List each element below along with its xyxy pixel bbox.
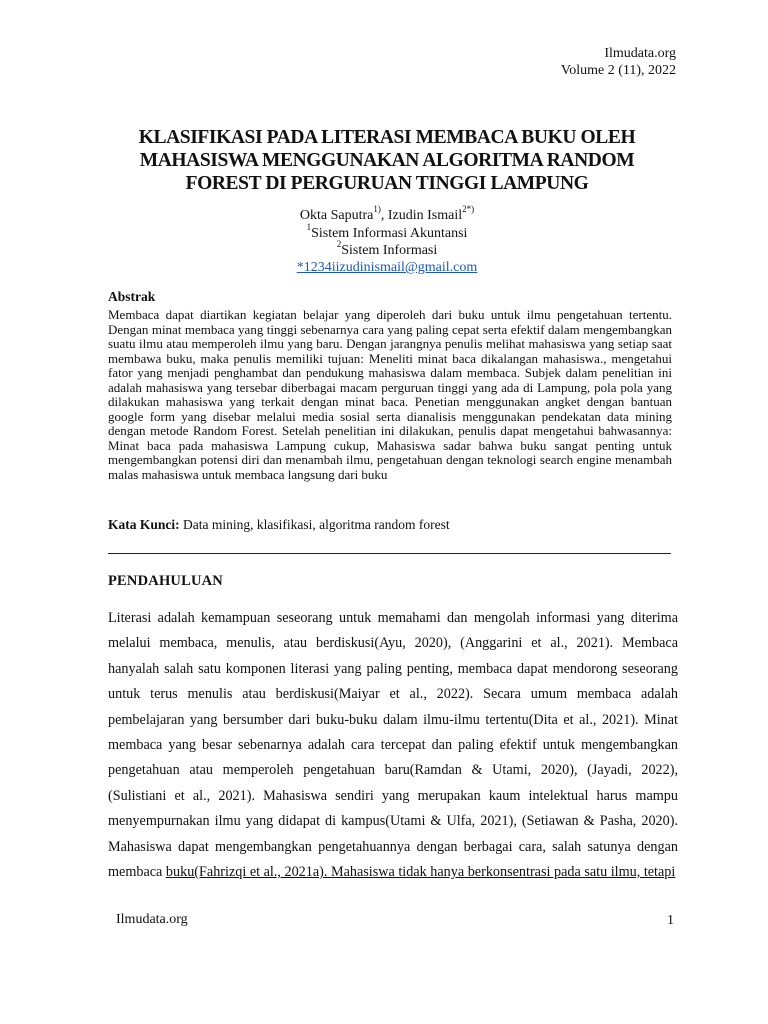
author-1: Okta Saputra — [299, 208, 374, 223]
page-number: 1 — [667, 913, 674, 928]
author-email-link[interactable]: *1234iizudinismail@gmail.com — [296, 260, 478, 275]
author-1-affiliation-mark: 1) — [373, 204, 381, 215]
keywords — [108, 517, 450, 533]
section-divider — [108, 553, 671, 554]
affiliation-1-text: Sistem Informasi Akuntansi — [311, 226, 468, 241]
abstract-heading: Abstrak — [108, 289, 156, 304]
section-body-underlined-text: buku(Fahrizqi et al., 2021a). Mahasiswa tidak hanya berkonsentrasi pada satu ilmu, tetapi — [165, 864, 676, 881]
email-line — [80, 259, 694, 277]
affiliation-1 — [80, 222, 694, 243]
journal-volume: Volume 2 (11), 2022 — [560, 63, 676, 78]
section-heading: PENDAHULUAN — [108, 573, 223, 589]
author-2-affiliation-mark: 2*) — [462, 204, 475, 215]
author-2: Izudin Ismail — [387, 208, 463, 223]
title-line-1: KLASIFIKASI PADA LITERASI MEMBACA BUKU OLEH — [138, 127, 636, 148]
affiliation-2-text: Sistem Informasi — [341, 243, 438, 258]
title-line-3: FOREST DI PERGURUAN TINGGI LAMPUNG — [185, 173, 589, 194]
affiliation-1-mark: 1 — [306, 222, 312, 233]
keywords-label: Kata Kunci: — [108, 517, 180, 532]
section-body — [108, 606, 678, 885]
author-separator: , — [380, 208, 388, 223]
title-line-2: MAHASISWA MENGGUNAKAN ALGORITMA RANDOM — [139, 150, 635, 171]
footer-site: Ilmudata.org — [116, 912, 188, 927]
author-line — [80, 204, 694, 225]
affiliation-2-mark: 2 — [336, 239, 342, 250]
keywords-value: Data mining, klasifikasi, algoritma random forest — [179, 517, 450, 532]
paper-title — [80, 126, 694, 195]
journal-site: Ilmudata.org — [604, 46, 676, 61]
affiliation-2 — [80, 239, 694, 260]
abstract-text: Membaca dapat diartikan kegiatan belajar yang diperoleh dari buku untuk ilmu pengetahuan tertentu. Dengan minat membaca yang tinggi sebenarnya cara yang paling cepat serta efektif dalam mengembangkan suatu ilmu atau memperoleh ilmu yang baru. Dengan jarangnya penulis melihat mahasiswa yang setiap saat membawa buku, maka penulis memiliki tujuan: Meneliti minat baca dikalangan mahasiswa., mengetahui fator yang menjadi penghambat dan pendukung mahasiswa dalam membaca. Subjek dalam penelitian ini adalah mahasiswa yang tersebar diberbagai macam perguruan tinggi yang ada di Lampung, pola pola yang dilakukan mahasiswa yang terkait dengan minat baca. Penetian menggunakan angket dengan bantuan google form yang disebar melalui media sosial serta dianalisis menggunakan pendekatan data mining dengan metode Random Forest. Setelah penelitian ini dilakukan, penulis dapat mengetahui bahwasannya: Minat baca pada mahasiswa Lampung cukup, Mahasiswa sadar bahwa buku sangat penting untuk mengembangkan potensi diri dan menambah ilmu, pengetahuan dengan teknologi search engine menambah malas mahasiswa untuk membaca langsung dari buku — [108, 307, 672, 483]
section-body-text: Literasi adalah kemampuan seseorang untuk memahami dan mengolah informasi yang diterima melalui membaca, menulis, atau berdiskusi(Ayu, 2020), (Anggarini et al., 2021). Membaca hanyalah salah satu komponen literasi yang paling penting, membaca dapat mendorong seseorang untuk terus menulis atau berdiskusi(Maiyar et al., 2022). Secara umum membaca adalah pembelajaran yang bersumber dari buku-buku dalam ilmu-ilmu tertentu(Dita et al., 2021). Minat membaca yang besar sebenarnya adalah cara tercepat dan paling efektif untuk mengembangkan pengetahuan atau memperoleh pengetahuan baru(Ramdan & Utami, 2020), (Jayadi, 2022), (Sulistiani et al., 2021). Mahasiswa sendiri yang merupakan kaum intelektual harus mampu menyempurnakan ilmu yang didapat di kampus(Utami & Ulfa, 2021), (Setiawan & Pasha, 2020). Mahasiswa dapat mengembangkan pengetahuannya dengan berbagai cara, salah satunya dengan membaca — [108, 610, 678, 881]
